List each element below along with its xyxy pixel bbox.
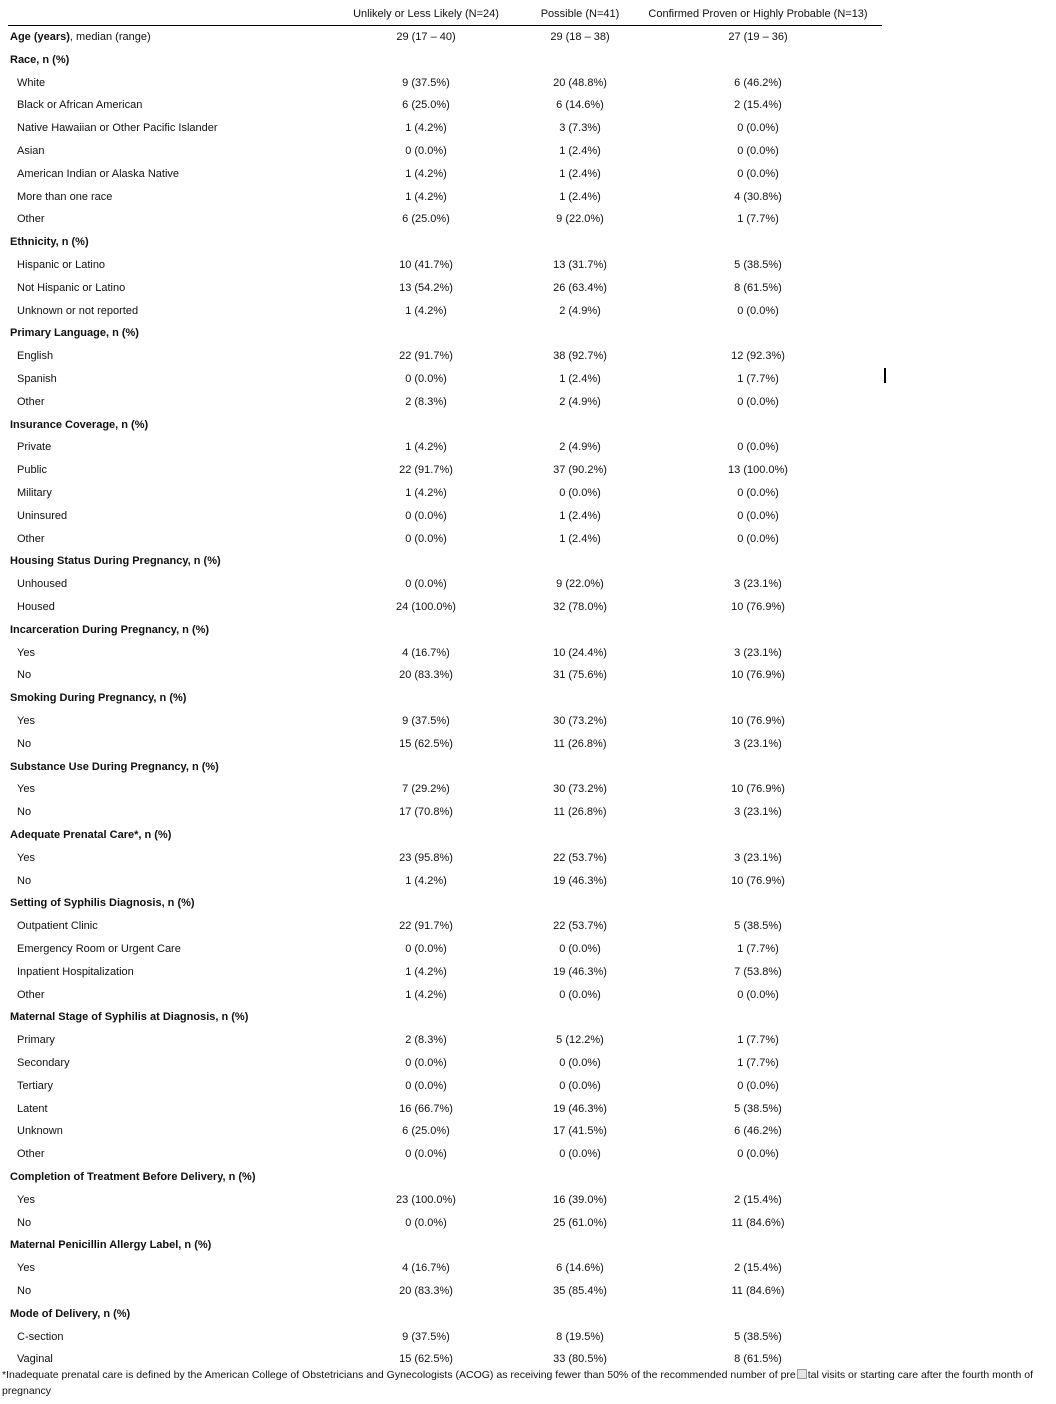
cell-confirmed: 10 (76.9%) [731,669,785,682]
category-row [8,236,882,252]
category-label: Incarceration During Pregnancy, n (%) [10,623,210,636]
cell-possible: 9 (22.0%) [556,578,604,591]
cell-possible: 2 (4.9%) [559,304,601,317]
header-confirmed: Confirmed Proven or Highly Probable (N=13) [648,8,868,20]
row-label: Other [17,213,45,226]
row-label: Hispanic or Latino [17,259,106,271]
table-row [8,578,882,594]
row-label: Unhoused [17,578,68,591]
cell-unlikely: 17 (70.8%) [399,806,453,819]
row-label: Asian [17,145,45,157]
category-label: Substance Use During Pregnancy, n (%) [10,760,219,773]
cell-possible: 2 (4.9%) [559,395,601,408]
cell-confirmed: 3 (23.1%) [734,851,782,864]
cell-confirmed: 0 (0.0%) [737,395,779,408]
cell-unlikely: 0 (0.0%) [405,1216,447,1229]
table-row [8,305,882,321]
table-row [8,145,882,161]
row-label: Other [17,988,45,1001]
row-label: Native Hawaiian or Other Pacific Islander [17,122,218,135]
cell-confirmed: 10 (76.9%) [731,715,785,727]
missing-glyph-icon [797,1369,807,1379]
row-label-rest: , median (range) [69,31,151,43]
cell-possible: 2 (4.9%) [559,441,601,454]
table-row [8,487,882,503]
row-label: Outpatient Clinic [17,920,98,933]
cell-confirmed: 0 (0.0%) [737,532,779,545]
row-label: No [17,806,32,819]
row-label: Yes [17,1193,35,1206]
cell-confirmed: 11 (84.6%) [731,1285,785,1297]
cell-possible: 33 (80.5%) [553,1353,607,1366]
cell-confirmed: 10 (76.9%) [731,601,785,613]
cell-confirmed: 3 (23.1%) [734,578,782,591]
cell-unlikely: 0 (0.0%) [405,532,447,545]
cell-unlikely: 9 (37.5%) [402,1330,450,1343]
cell-possible: 16 (39.0%) [553,1193,607,1206]
row-label: Other [17,395,45,408]
cell-unlikely: 1 (4.2%) [405,190,447,203]
cell-confirmed: 2 (15.4%) [734,99,782,112]
row-label: Secondary [17,1057,70,1069]
cell-possible: 11 (26.8%) [553,806,607,819]
cell-possible: 13 (31.7%) [553,259,607,271]
cell-possible: 29 (18 – 38) [550,31,610,43]
row-label: Not Hispanic or Latino [17,281,126,294]
cell-confirmed: 0 (0.0%) [737,304,779,317]
category-label: Housing Status During Pregnancy, n (%) [10,555,221,568]
cell-possible: 22 (53.7%) [553,920,607,933]
table-row [8,1057,882,1073]
cell-possible: 37 (90.2%) [553,464,607,477]
row-label: Yes [17,1262,35,1275]
cell-confirmed: 10 (76.9%) [731,874,785,887]
row-label: White [17,76,46,89]
cell-possible: 22 (53.7%) [553,851,607,864]
cell-unlikely: 20 (83.3%) [399,669,453,682]
cell-possible: 0 (0.0%) [559,487,601,499]
cell-confirmed: 8 (61.5%) [734,1353,782,1366]
cell-unlikely: 1 (4.2%) [405,441,447,454]
cell-possible: 0 (0.0%) [559,943,601,955]
row-label: Unknown or not reported [17,304,139,317]
table-row [8,1331,882,1347]
cell-possible: 3 (7.3%) [559,122,601,135]
row-label: Latent [17,1102,48,1115]
cell-confirmed: 3 (23.1%) [734,646,782,659]
cell-possible: 5 (12.2%) [556,1034,604,1047]
table-row [8,1285,882,1301]
table-row [8,806,882,822]
cell-confirmed: 0 (0.0%) [737,487,779,499]
cell-unlikely: 0 (0.0%) [405,943,447,955]
cell-confirmed: 5 (38.5%) [734,1102,782,1115]
cell-unlikely: 22 (91.7%) [399,464,453,477]
cell-unlikely: 4 (16.7%) [402,1262,450,1275]
cell-unlikely: 1 (4.2%) [405,167,447,180]
cell-unlikely: 0 (0.0%) [405,373,447,385]
cell-confirmed: 0 (0.0%) [737,1079,779,1092]
row-label: Yes [17,646,35,659]
cell-unlikely: 2 (8.3%) [405,1034,447,1047]
table-row [8,601,882,617]
category-label: Setting of Syphilis Diagnosis, n (%) [10,897,195,910]
cell-confirmed: 2 (15.4%) [734,1262,782,1275]
table-row [8,1103,882,1119]
row-label: No [17,1216,32,1229]
row-label: Tertiary [17,1079,54,1092]
row-label: No [17,1285,32,1297]
table-row [8,122,882,138]
header-possible: Possible (N=41) [540,8,620,20]
cell-confirmed: 1 (7.7%) [737,213,779,226]
cell-confirmed: 3 (23.1%) [734,737,782,750]
row-label: Military [17,487,52,499]
category-label: Completion of Treatment Before Delivery, n (%) [10,1171,256,1183]
footnote [2,1367,1054,1399]
table-header-row [8,6,882,26]
row-label: Public [17,464,47,477]
table-row [8,1262,882,1278]
row-label: American Indian or Alaska Native [17,167,180,180]
cell-possible: 26 (63.4%) [553,281,607,294]
cell-possible: 1 (2.4%) [559,373,601,385]
cell-unlikely: 9 (37.5%) [402,76,450,89]
category-row [8,761,882,777]
cell-possible: 25 (61.0%) [553,1216,607,1229]
table-row [8,77,882,93]
cell-confirmed: 1 (7.7%) [737,943,779,955]
cell-unlikely: 6 (25.0%) [402,1125,450,1138]
cell-unlikely: 6 (25.0%) [402,213,450,226]
cell-unlikely: 4 (16.7%) [402,646,450,659]
cell-possible: 10 (24.4%) [553,646,607,659]
cell-confirmed: 4 (30.8%) [734,190,782,203]
cell-unlikely: 0 (0.0%) [405,509,447,522]
category-label: Mode of Delivery, n (%) [10,1307,131,1320]
cell-unlikely: 10 (41.7%) [399,259,453,271]
category-row [8,1239,882,1255]
table-row [8,875,882,891]
cell-possible: 19 (46.3%) [553,965,607,978]
table-row [8,920,882,936]
row-label: Other [17,1148,45,1161]
cell-confirmed: 5 (38.5%) [734,1330,782,1343]
category-label: Ethnicity, n (%) [10,236,89,249]
cell-possible: 11 (26.8%) [553,737,607,750]
table-row [8,373,882,389]
table-row [8,99,882,115]
category-row [8,54,882,70]
cell-unlikely: 1 (4.2%) [405,874,447,887]
cell-unlikely: 15 (62.5%) [399,1353,453,1366]
table-row [8,31,882,47]
cell-unlikely: 1 (4.2%) [405,965,447,978]
row-label: Spanish [17,373,57,385]
cell-possible: 1 (2.4%) [559,145,601,157]
cell-possible: 30 (73.2%) [553,783,607,796]
cell-confirmed: 1 (7.7%) [737,1057,779,1069]
cell-unlikely: 15 (62.5%) [399,737,453,750]
category-row [8,624,882,640]
table-row [8,966,882,982]
text-cursor [884,368,886,383]
cell-unlikely: 20 (83.3%) [399,1285,453,1297]
category-label: Race, n (%) [10,53,70,66]
cell-confirmed: 5 (38.5%) [734,259,782,271]
category-label: Maternal Stage of Syphilis at Diagnosis, n (%) [10,1011,249,1024]
table-row [8,1148,882,1164]
row-label: Yes [17,715,35,727]
cell-possible: 31 (75.6%) [553,669,607,682]
cell-possible: 19 (46.3%) [553,1102,607,1115]
category-row [8,327,882,343]
row-label: Emergency Room or Urgent Care [17,943,181,955]
row-label: Primary [17,1034,55,1047]
cell-confirmed: 5 (38.5%) [734,920,782,933]
cell-confirmed: 0 (0.0%) [737,441,779,454]
cell-confirmed: 6 (46.2%) [734,76,782,89]
table-row [8,1034,882,1050]
cell-unlikely: 2 (8.3%) [405,395,447,408]
category-label: Adequate Prenatal Care*, n (%) [10,829,172,841]
table-row [8,1125,882,1141]
cell-possible: 9 (22.0%) [556,213,604,226]
cell-unlikely: 22 (91.7%) [399,350,453,363]
cell-possible: 1 (2.4%) [559,167,601,180]
row-label: Unknown [17,1125,63,1138]
cell-unlikely: 6 (25.0%) [402,99,450,112]
cell-confirmed: 0 (0.0%) [737,509,779,522]
cell-unlikely: 0 (0.0%) [405,1148,447,1161]
row-label-bold: Age (years) [10,31,70,43]
table-row [8,1080,882,1096]
cell-possible: 38 (92.7%) [553,350,607,363]
row-label: Housed [17,601,55,613]
category-label: Maternal Penicillin Allergy Label, n (%) [10,1239,212,1252]
table-row [8,989,882,1005]
table-row [8,191,882,207]
cell-confirmed: 11 (84.6%) [731,1216,785,1229]
cell-confirmed: 2 (15.4%) [734,1193,782,1206]
cell-unlikely: 7 (29.2%) [402,783,450,796]
cell-possible: 8 (19.5%) [556,1330,604,1343]
category-label: Primary Language, n (%) [10,327,139,340]
row-label: Vaginal [17,1353,53,1366]
table-row [8,647,882,663]
row-label: Black or African American [17,99,143,112]
cell-confirmed: 1 (7.7%) [737,373,779,385]
cell-unlikely: 1 (4.2%) [405,487,447,499]
cell-confirmed: 8 (61.5%) [734,281,782,294]
table-row [8,783,882,799]
category-row [8,1171,882,1187]
table-row [8,943,882,959]
cell-confirmed: 0 (0.0%) [737,1148,779,1161]
category-row [8,829,882,845]
cell-possible: 19 (46.3%) [553,874,607,887]
table-row [8,510,882,526]
cell-unlikely: 0 (0.0%) [405,145,447,157]
demographics-table [8,6,882,1366]
cell-confirmed: 0 (0.0%) [737,988,779,1001]
cell-confirmed: 0 (0.0%) [737,167,779,180]
cell-possible: 1 (2.4%) [559,509,601,522]
cell-possible: 0 (0.0%) [559,1079,601,1092]
cell-unlikely: 9 (37.5%) [402,715,450,727]
footnote-text-start: *Inadequate prenatal care is defined by the American College of Obstetricians and Gynecologists (ACOG) as receiving fewer than 50% of the recommended number of pre [2,1369,796,1381]
category-label: Insurance Coverage, n (%) [10,418,149,431]
category-row [8,419,882,435]
cell-confirmed: 3 (23.1%) [734,806,782,819]
row-label: Uninsured [17,509,68,522]
cell-possible: 35 (85.4%) [553,1285,607,1297]
row-label: English [17,350,54,363]
cell-unlikely: 0 (0.0%) [405,1057,447,1069]
table-row [8,441,882,457]
cell-unlikely: 1 (4.2%) [405,304,447,317]
row-label: Other [17,532,45,545]
cell-unlikely: 13 (54.2%) [399,281,453,294]
cell-unlikely: 29 (17 – 40) [396,31,456,43]
category-row [8,897,882,913]
cell-possible: 1 (2.4%) [559,532,601,545]
category-row [8,1011,882,1027]
table-row [8,669,882,685]
cell-unlikely: 1 (4.2%) [405,122,447,135]
table-row [8,168,882,184]
row-label: No [17,737,32,750]
cell-confirmed: 10 (76.9%) [731,783,785,796]
cell-possible: 17 (41.5%) [553,1125,607,1138]
category-row [8,555,882,571]
cell-possible: 6 (14.6%) [556,99,604,112]
row-label: Yes [17,783,35,796]
table-row [8,1194,882,1210]
table-row [8,213,882,229]
cell-possible: 30 (73.2%) [553,715,607,727]
cell-confirmed: 27 (19 – 36) [728,31,788,43]
cell-confirmed: 7 (53.8%) [734,965,782,978]
table-row [8,738,882,754]
cell-unlikely: 24 (100.0%) [396,601,456,613]
table-row [8,259,882,275]
table-row [8,396,882,412]
row-label: Private [17,441,52,454]
cell-possible: 0 (0.0%) [559,1057,601,1069]
cell-possible: 0 (0.0%) [559,1148,601,1161]
table-row [8,1217,882,1233]
row-label [10,31,151,43]
cell-unlikely: 22 (91.7%) [399,920,453,933]
cell-confirmed: 13 (100.0%) [728,464,788,477]
cell-possible: 1 (2.4%) [559,190,601,203]
cell-unlikely: 23 (95.8%) [399,851,453,864]
category-row [8,1308,882,1324]
table-row [8,852,882,868]
cell-confirmed: 6 (46.2%) [734,1125,782,1138]
cell-unlikely: 1 (4.2%) [405,988,447,1001]
category-label: Smoking During Pregnancy, n (%) [10,692,187,705]
row-label: Inpatient Hospitalization [17,965,134,978]
cell-confirmed: 1 (7.7%) [737,1034,779,1047]
cell-unlikely: 16 (66.7%) [399,1102,453,1115]
category-row [8,692,882,708]
row-label: Yes [17,851,35,864]
cell-possible: 32 (78.0%) [553,601,607,613]
header-unlikely: Unlikely or Less Likely (N=24) [353,8,499,20]
cell-unlikely: 0 (0.0%) [405,578,447,591]
table-row [8,282,882,298]
cell-possible: 20 (48.8%) [553,76,607,89]
table-row [8,533,882,549]
row-label: No [17,874,32,887]
cell-confirmed: 12 (92.3%) [731,350,785,363]
table-row [8,464,882,480]
cell-possible: 0 (0.0%) [559,988,601,1001]
row-label: No [17,669,32,682]
row-label: More than one race [17,190,113,203]
cell-confirmed: 0 (0.0%) [737,122,779,135]
cell-confirmed: 0 (0.0%) [737,145,779,157]
table-row [8,350,882,366]
cell-unlikely: 23 (100.0%) [396,1193,456,1206]
table-row [8,715,882,731]
footnote-text-end: tal visits or starting care after the fourth month of pregnancy [2,1369,1034,1397]
row-label: C-section [17,1330,64,1343]
cell-possible: 6 (14.6%) [556,1262,604,1275]
cell-unlikely: 0 (0.0%) [405,1079,447,1092]
